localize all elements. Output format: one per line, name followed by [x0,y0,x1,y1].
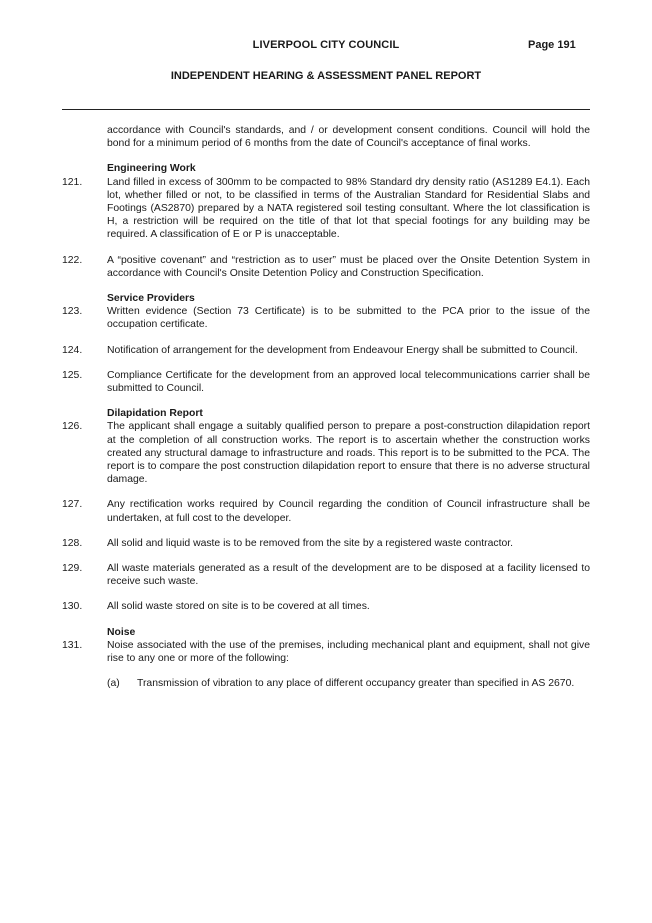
condition-item [62,639,590,665]
header-report-title: INDEPENDENT HEARING & ASSESSMENT PANEL REPORT [170,70,482,82]
item-text: All solid and liquid waste is to be removed from the site by a registered waste contractor. [107,537,514,549]
header-rule [62,109,590,110]
condition-item [62,420,590,486]
condition-item [62,344,590,357]
item-number: 131. [62,639,83,651]
condition-item [62,600,590,613]
item-number: 123. [62,306,83,318]
condition-item [62,562,590,588]
condition-item [62,498,590,524]
heading-dilapidation: Dilapidation Report [107,408,203,420]
item-text: Noise associated with the use of the premises, including mechanical plant and equipment, shall not give rise to any one or more of the following: [107,639,590,665]
item-text: Compliance Certificate for the development from an approved local telecommunications carrier shall be submitted to Council. [107,369,590,395]
item-text: Any rectification works required by Council regarding the condition of Council infrastructure shall be undertaken, at full cost to the developer. [107,499,590,524]
header-council: LIVERPOOL CITY COUNCIL [252,39,400,51]
document-body [62,124,590,691]
item-text: Land filled in excess of 300mm to be compacted to 98% Standard dry density ratio (AS1289 E4.1). Each lot, whether filled or not, to be classified in terms of the Australian Standard for Residential Slabs and Footings (AS2870) prepared by a NATA registered soil testing consultant. Where the lot classification is H, a restriction will be required on the title of that lot that special footings for any building may be required. A classification of E or P is unacceptable. [107,176,590,241]
page-number: Page 191 [528,39,576,51]
item-number: 129. [62,563,83,575]
subitem-text: Transmission of vibration to any place of different occupancy greater than specified in AS 2670. [137,678,575,690]
item-text: All solid waste stored on site is to be covered at all times. [107,601,370,613]
continuation-paragraph: accordance with Council's standards, and / or development consent conditions. Council will hold the bond for a minimum period of 6 months from the date of Council's acceptance of final works. [107,125,590,150]
item-text: Notification of arrangement for the development from Endeavour Energy shall be submitted to Council. [107,344,578,356]
item-number: 127. [62,499,83,511]
item-number: 125. [62,369,83,381]
heading-noise: Noise [107,626,136,638]
item-text: All waste materials generated as a result of the development are to be disposed at a facility licensed to receive such waste. [107,563,590,588]
item-text: A “positive covenant” and “restriction as to user” must be placed over the Onsite Detention System in accordance with Council's Onsite Detention Policy and Construction Specification. [107,254,590,279]
condition-item [62,537,590,550]
item-number: 130. [62,601,83,613]
item-number: 121. [62,176,83,188]
item-number: 124. [62,344,83,356]
heading-service-providers: Service Providers [107,293,195,305]
item-number: 128. [62,537,83,549]
item-text: The applicant shall engage a suitably qualified person to prepare a post-construction dilapidation report at the completion of all construction works. The report is to ascertain whether the construction works created any structural damage to infrastructure and roads. This report is to be submitted to the PCA. The report is to compare the post construction dilapidation report to ensure that there is no adverse structural damage. [107,421,590,486]
condition-item [62,254,590,280]
heading-engineering: Engineering Work [107,163,196,175]
condition-item [62,305,590,331]
condition-subitem [62,677,590,690]
condition-item [62,176,590,242]
item-number: 122. [62,254,83,266]
condition-item [62,369,590,395]
subitem-letter: (a) [107,678,120,690]
item-number: 126. [62,421,83,433]
item-text: Written evidence (Section 73 Certificate) is to be submitted to the PCA prior to the issue of the occupation certificate. [107,306,590,331]
